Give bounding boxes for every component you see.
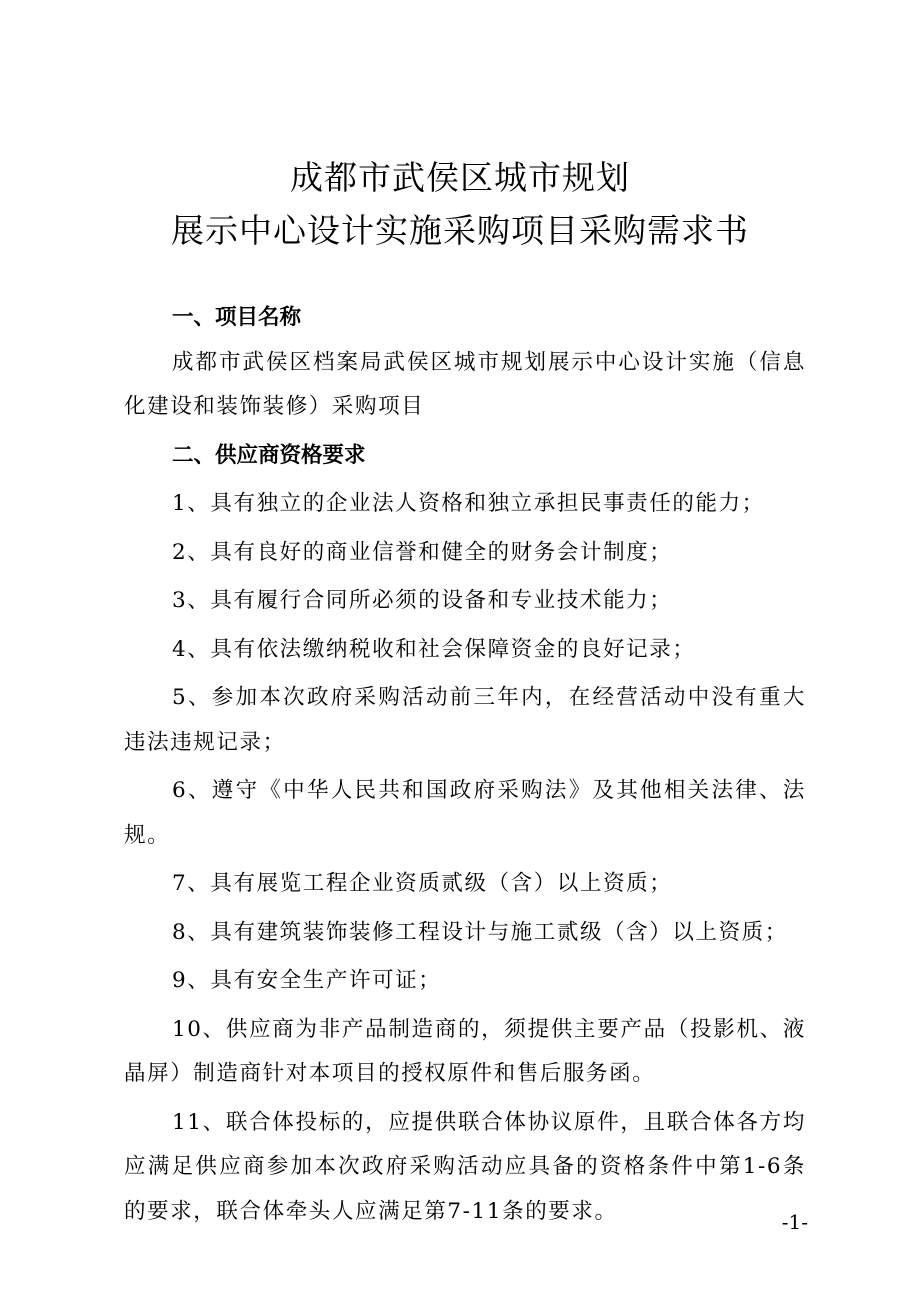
requirement-item-6: 6、遵守《中华人民共和国政府采购法》及其他相关法律、法规。	[124, 778, 806, 848]
requirement-item-9: 9、具有安全生产许可证；	[172, 968, 442, 993]
section-heading-project-name: 一、项目名称	[172, 305, 302, 330]
page-number: -1-	[781, 1210, 808, 1234]
requirement-item-5: 5、参加本次政府采购活动前三年内，在经营活动中没有重大违法违规记录；	[124, 685, 806, 755]
document-body	[124, 296, 806, 1234]
requirement-item-8: 8、具有建筑装饰装修工程设计与施工贰级（含）以上资质；	[172, 919, 788, 945]
requirement-item-4: 4、具有依法缴纳税收和社会保障资金的良好记录；	[172, 636, 696, 662]
section-heading-supplier-qualifications: 二、供应商资格要求	[172, 442, 366, 468]
requirement-item-7: 7、具有展览工程企业资质贰级（含）以上资质；	[172, 871, 673, 896]
requirement-item-10: 10、供应商为非产品制造商的，须提供主要产品（投影机、液晶屏）制造商针对本项目的授权原件和售后服务函。	[124, 1016, 806, 1086]
requirement-item-3: 3、具有履行合同所必须的设备和专业技术能力；	[172, 588, 673, 613]
project-name-paragraph: 成都市武侯区档案局武侯区城市规划展示中心设计实施（信息化建设和装饰装修）采购项目	[124, 349, 806, 419]
document-title-line-2: 展示中心设计实施采购项目采购需求书	[171, 211, 749, 250]
requirement-item-11: 11、联合体投标的，应提供联合体协议原件，且联合体各方均应满足供应商参加本次政府采购活动应具备的资格条件中第1-6条的要求，联合体牵头人应满足第7-11条的要求。	[124, 1109, 806, 1224]
requirement-item-2: 2、具有良好的商业信誉和健全的财务会计制度；	[172, 539, 673, 565]
requirement-item-1: 1、具有独立的企业法人资格和独立承担民事责任的能力；	[172, 491, 765, 516]
document-title-line-1: 成都市武侯区城市规划	[290, 158, 630, 197]
